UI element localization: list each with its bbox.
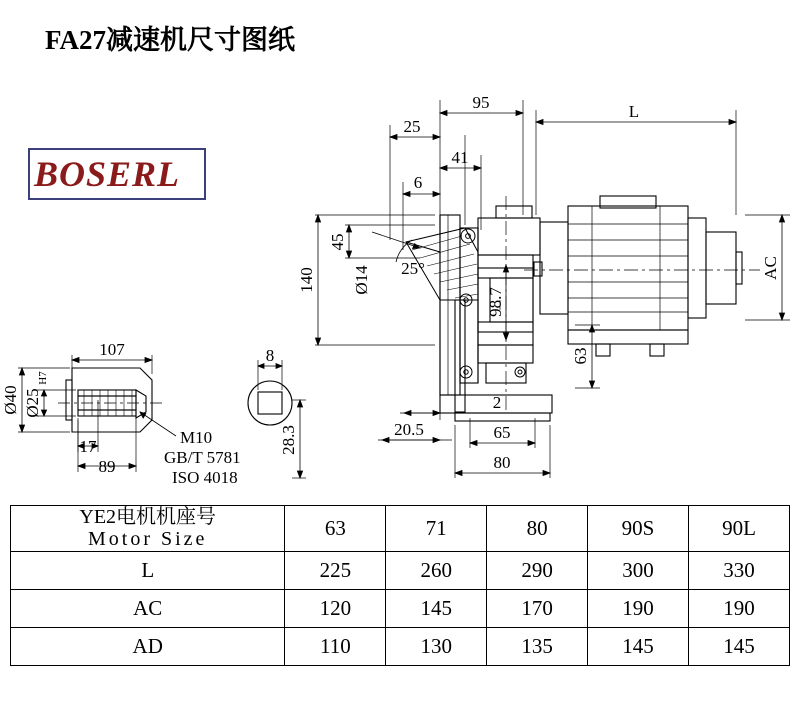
dim-80: 80: [493, 453, 511, 472]
logo-text: BOSERL: [34, 154, 181, 194]
table-row: [11, 551, 790, 589]
cell-AC-0: 120: [285, 589, 386, 627]
dim-d25h7: Ø25: [23, 388, 42, 418]
dim-107: 107: [99, 340, 125, 359]
dim-98-7: 98.7: [486, 287, 505, 317]
cell-AD-1: 130: [386, 627, 487, 665]
dim-d25h7-sup: H7: [37, 371, 49, 385]
dim-28-3: 28.3: [279, 425, 298, 455]
dim-d14: Ø14: [352, 265, 371, 295]
dim-angle: 25°: [401, 259, 425, 278]
row-label-AD: AD: [11, 627, 285, 665]
dim-8: 8: [265, 346, 275, 365]
dim-95: 95: [472, 93, 490, 112]
label-m10: M10: [180, 428, 213, 447]
page-title: FA27减速机尺寸图纸: [45, 25, 295, 55]
dim-L: L: [628, 102, 640, 121]
table-row: [11, 589, 790, 627]
cell-AD-2: 135: [487, 627, 588, 665]
cell-AD-0: 110: [285, 627, 386, 665]
cell-motor-size-4: 90L: [688, 506, 789, 552]
motor-size-label-en: Motor Size: [88, 528, 208, 551]
cell-AD-4: 145: [688, 627, 789, 665]
cell-AC-1: 145: [386, 589, 487, 627]
cell-AC-4: 190: [688, 589, 789, 627]
cell-motor-size-1: 71: [386, 506, 487, 552]
dim-d40: Ø40: [1, 385, 20, 415]
cell-L-1: 260: [386, 551, 487, 589]
dim-41: 41: [451, 148, 469, 167]
dim-20-5: 20.5: [394, 420, 424, 439]
row-label-AC: AC: [11, 589, 285, 627]
label-gbt5781: GB/T 5781: [164, 448, 241, 467]
cell-L-3: 300: [588, 551, 689, 589]
dim-89: 89: [98, 457, 116, 476]
motor-spec-table: [10, 505, 790, 666]
cell-motor-size-0: 63: [285, 506, 386, 552]
dim-140: 140: [297, 267, 316, 293]
dim-63: 63: [571, 347, 590, 365]
dim-AC: AC: [761, 256, 780, 280]
cell-AC-2: 170: [487, 589, 588, 627]
cell-L-2: 290: [487, 551, 588, 589]
dim-6: 6: [413, 173, 423, 192]
cell-AC-3: 190: [588, 589, 689, 627]
cell-L-0: 225: [285, 551, 386, 589]
cell-L-4: 330: [688, 551, 789, 589]
cell-AD-3: 145: [588, 627, 689, 665]
row-label-motor-size: [11, 506, 285, 552]
dim-25: 25: [403, 117, 421, 136]
dim-2: 2: [492, 393, 502, 412]
dim-17: 17: [79, 437, 97, 456]
dim-45: 45: [328, 233, 347, 251]
table-row: [11, 627, 790, 665]
table-row: [11, 506, 790, 552]
label-iso4018: ISO 4018: [172, 468, 238, 487]
cell-motor-size-2: 80: [487, 506, 588, 552]
row-label-L: L: [11, 551, 285, 589]
cell-motor-size-3: 90S: [588, 506, 689, 552]
motor-size-label-cn: YE2电机机座号: [79, 506, 217, 528]
dim-65: 65: [493, 423, 511, 442]
